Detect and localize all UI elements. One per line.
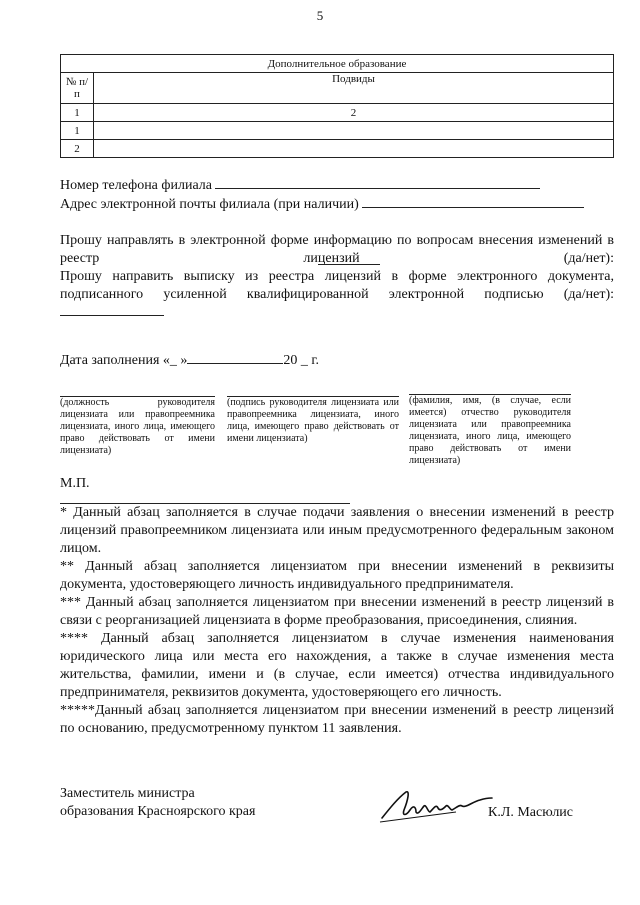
sig-signature-text: (подпись руководителя лицензиата или правопреемника лицензиата, иного лица, имеющего право действовать от имени лицензиата) <box>227 397 399 444</box>
table-title-row <box>61 55 614 73</box>
date-line <box>60 351 390 370</box>
request2-field[interactable] <box>60 303 164 316</box>
request2-block <box>60 268 614 304</box>
row-num: 1 <box>61 104 94 122</box>
email-field[interactable] <box>362 195 584 208</box>
footnote-5: *****Данный абзац заполняется лицензиатом при внесении изменений в реестр лицензий по основанию, предусмотренному пунктом 11 заявления. <box>60 703 614 736</box>
row-num: 1 <box>61 122 94 140</box>
email-line <box>60 195 620 214</box>
table-row <box>61 122 614 140</box>
request1-field[interactable] <box>318 252 380 265</box>
request1-text: Прошу направлять в электронной форме информацию по вопросам внесения изменений в реестр лицензий (да/нет): <box>60 233 614 266</box>
row-value: 2 <box>94 104 614 122</box>
row-value <box>94 140 614 158</box>
phone-label: Номер телефона филиала <box>60 178 212 193</box>
sig-position <box>60 396 215 457</box>
footnote-3: *** Данный абзац заполняется лицензиатом при внесении изменений в реестр лицензий в связи с реорганизацией лицензиата в форме преобразования, присоединения, слияния. <box>60 595 614 628</box>
footnote-2: ** Данный абзац заполняется лицензиатом при внесении изменений в реквизиты документа, удостоверяющего личность индивидуального предпринимателя. <box>60 559 614 592</box>
table-header-row <box>61 73 614 104</box>
footnotes <box>60 504 614 738</box>
footnote-1: * Данный абзац заполняется в случае подачи заявления о внесении изменений в реестр лицензий правопреемником лицензиата или иным предусмотренного федеральным законом лицом. <box>60 505 614 556</box>
email-label: Адрес электронной почты филиала (при наличии) <box>60 197 359 212</box>
sig-fullname <box>409 394 571 467</box>
date-label: Дата заполнения «_ » <box>60 353 188 368</box>
page-number: 5 <box>316 8 324 23</box>
header-num: № п/п <box>61 73 94 104</box>
handwritten-signature <box>376 786 494 826</box>
stamp-label: М.П. <box>60 476 90 491</box>
date-year: 20 _ г. <box>283 353 320 368</box>
footnote-4: **** Данный абзац заполняется лицензиатом в случае изменения наименования юридического лица или места его нахождения, а также в случае изменения места жительства, фамилии, имени и (в случае, если имеется) отчества индивидуального предпринимателя, реквизитов документа, удостоверяющего его личность. <box>60 631 614 700</box>
sig-fullname-text: (фамилия, имя, (в случае, если имеется) отчество руководителя лицензиата или правопреемника лицензиата, иного лица, имеющего право действовать от имени лицензиата) <box>409 395 571 466</box>
request2-text: Прошу направить выписку из реестра лицензий в форме электронного документа, подписанного усиленной квалифицированной электронной подписью (да/нет): <box>60 269 614 302</box>
sig-position-text: (должность руководителя лицензиата или правопреемника лицензиата, иного лица, имеющего право действовать от имени лицензиата) <box>60 397 215 456</box>
row-value <box>94 122 614 140</box>
sig-signature <box>227 396 399 445</box>
date-field[interactable] <box>187 351 283 364</box>
signer-title-line1: Заместитель министра <box>60 786 195 801</box>
table-row <box>61 140 614 158</box>
header-subtypes: Подвиды <box>94 73 614 104</box>
table-row <box>61 104 614 122</box>
table-title: Дополнительное образование <box>61 55 614 73</box>
row-num: 2 <box>61 140 94 158</box>
phone-field[interactable] <box>215 176 540 189</box>
education-table <box>60 54 614 158</box>
signer-name: К.Л. Масюлис <box>488 805 574 820</box>
phone-line <box>60 176 620 195</box>
signer-title-line2: образования Красноярского края <box>60 804 256 819</box>
signer-title <box>60 785 255 821</box>
